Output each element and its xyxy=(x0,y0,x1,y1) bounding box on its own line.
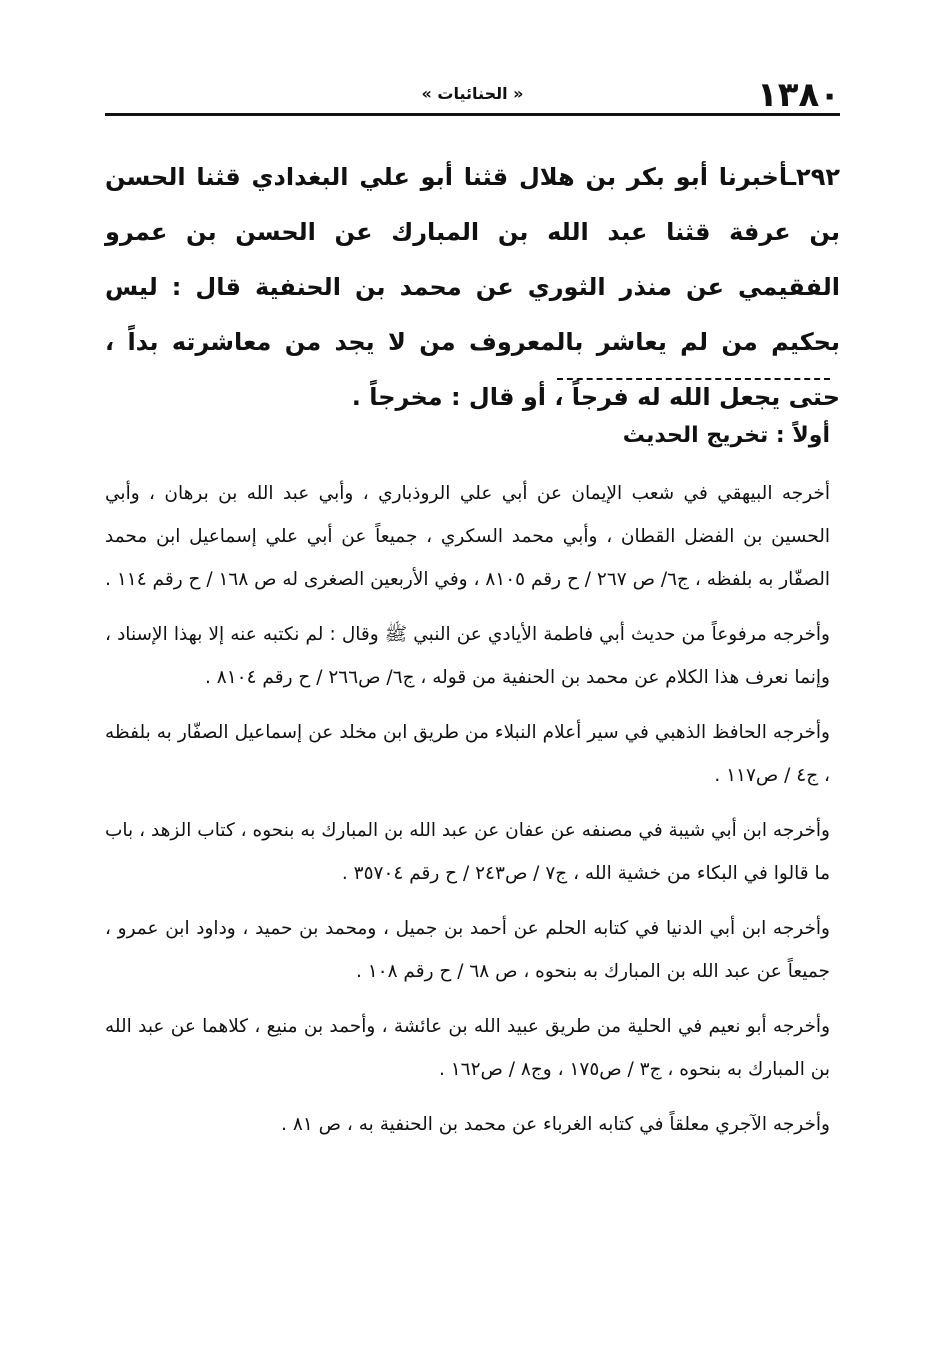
page-header xyxy=(105,74,840,114)
hadith-body: أبو بكر بن هلال قثنا أبو علي البغدادي قثنا الحسن بن عرفة قثنا عبد الله بن المبارك عن الحسن بن عمرو الفقيمي عن منذر الثوري عن محمد بن الحنفية قال : ليس بحكيم من لم يعاشر بالمعروف من لا يجد من معاشرته بداً ، حتى يجعل الله له فرجاً ، أو قال : مخرجاً . xyxy=(105,163,840,411)
page-number: ١٣٨٠ xyxy=(756,75,840,115)
takhrij-paragraph: وأخرجه الحافظ الذهبي في سير أعلام النبلاء من طريق ابن مخلد عن إسماعيل الصفّار به بلفظه ، ج٤ / ص١١٧ . xyxy=(105,722,830,786)
takhrij-paragraph: أخرجه البيهقي في شعب الإيمان عن أبي علي الروذباري ، وأبي عبد الله بن برهان ، وأبي الحسين بن الفضل القطان ، وأبي محمد السكري ، جميعاً عن أبي علي إسماعيل ابن محمد الصفّار به بلفظه ، ج٦/ ص ٢٦٧ / ح رقم ٨١٠٥ ، وفي الأربعين الصغرى له ص ١٦٨ / ح رقم ١١٤ . xyxy=(105,483,830,590)
header-rule xyxy=(105,113,840,116)
section-title: أولاً : تخريج الحديث xyxy=(622,423,830,448)
dashed-separator xyxy=(557,378,830,380)
takhrij-paragraph: وأخرجه مرفوعاً من حديث أبي فاطمة الأيادي عن النبي ﷺ وقال : لم نكتبه عنه إلا بهذا الإسناد ، وإنما نعرف هذا الكلام عن محمد بن الحنفية من قوله ، ج٦/ ص٢٦٦ / ح رقم ٨١٠٤ . xyxy=(105,624,830,688)
takhrij-block xyxy=(105,472,830,1158)
hadith-opening-word: أخبرنا xyxy=(718,163,788,191)
takhrij-paragraph: وأخرجه أبو نعيم في الحلية من طريق عبيد الله بن عائشة ، وأحمد بن منيع ، كلاهما عن عبد الله بن المبارك به بنحوه ، ج٣ / ص١٧٥ ، وج٨ / ص١٦٢ . xyxy=(105,1016,830,1080)
takhrij-paragraph: وأخرجه ابن أبي الدنيا في كتابه الحلم عن أحمد بن جميل ، ومحمد بن حميد ، وداود ابن عمرو ، جميعاً عن عبد الله بن المبارك به بنحوه ، ص ٦٨ / ح رقم ١٠٨ . xyxy=(105,918,830,982)
hadith-text-block xyxy=(105,150,840,425)
hadith-paragraph xyxy=(105,150,840,425)
hadith-number: ٢٩٢ـ xyxy=(787,163,840,191)
takhrij-paragraph: وأخرجه الآجري معلقاً في كتابه الغرباء عن محمد بن الحنفية به ، ص ٨١ . xyxy=(281,1114,830,1135)
takhrij-paragraph: وأخرجه ابن أبي شيبة في مصنفه عن عفان عن عبد الله بن المبارك به بنحوه ، كتاب الزهد ، باب ما قالوا في البكاء من خشية الله ، ج٧ / ص٢٤٣ / ح رقم ٣٥٧٠٤ . xyxy=(105,820,830,884)
running-title: « الحنائيات » xyxy=(421,84,524,103)
